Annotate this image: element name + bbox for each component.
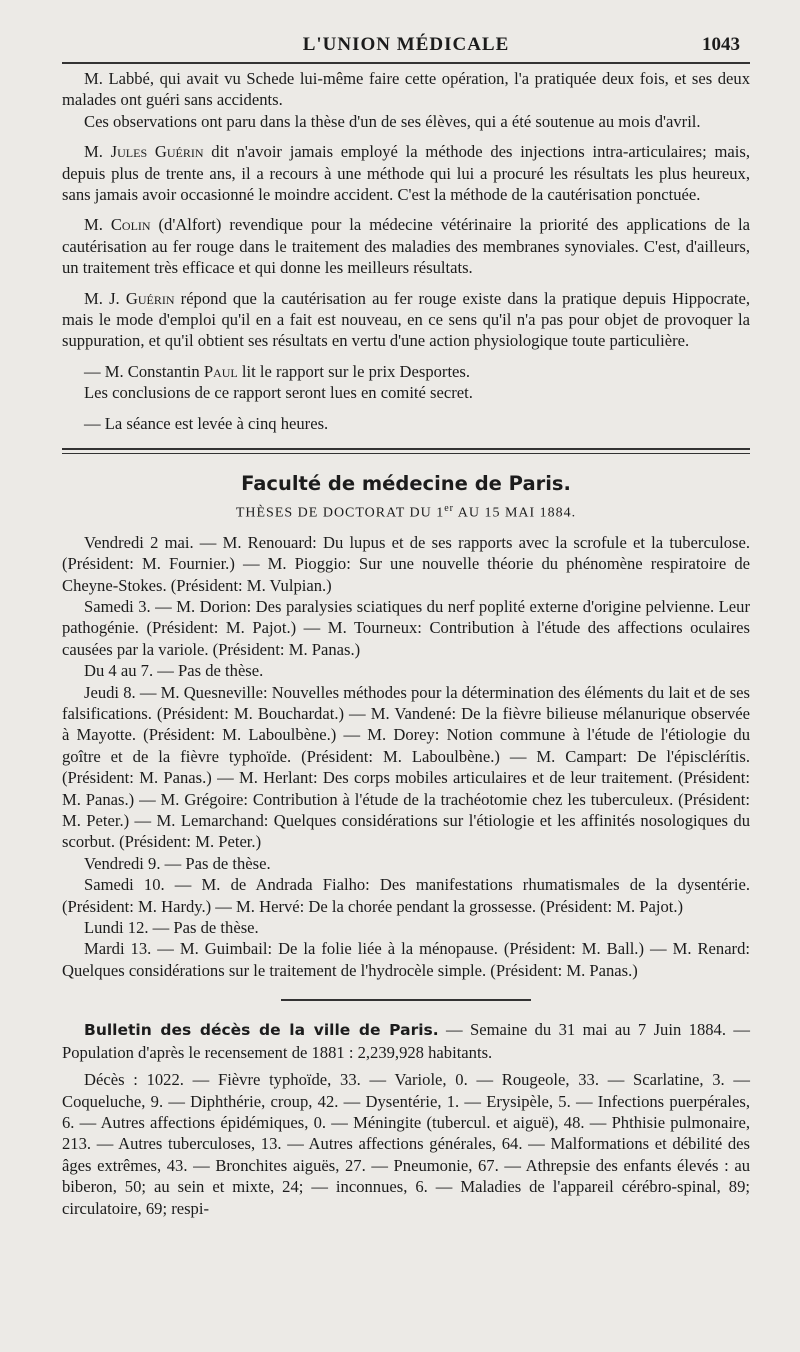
paragraph-text: répond que la cautérisation au fer rouge existe dans la pratique depuis Hippocrate, mais le mode d'emploi qu'il en a fait est nouveau, en ce sens qu'il n'a pas pour objet de provoquer la suppuration, et qu'il obtient ses résultats en vertu d'une action physiologique toute particulière.: [62, 288, 751, 351]
subtitle-text: THÈSES DE DOCTORAT DU 1: [235, 505, 445, 521]
discussion-section: [62, 68, 750, 434]
header-rule: [62, 62, 750, 64]
thesis-entry: Mardi 13. — M. Guimbail: De la folie liée à la ménopause. (Président: M. Ball.) — M. Renard: Quelques considérations sur le traitement de l'hydrocèle simple. (Président: M. Panas.): [62, 939, 750, 980]
running-header: [62, 30, 750, 62]
paragraph-text: dit n'avoir jamais employé la méthode des injections intra-articulaires; mais, depuis plus de trente ans, il a recours à une méthode qui lui a procuré les résultats les plus heureux, sans jamais avoir occasionné le moindre accident. C'est la méthode de la cautérisation ponctuée.: [62, 142, 750, 205]
short-divider: [281, 999, 531, 1001]
thesis-entry: Du 4 au 7. — Pas de thèse.: [84, 661, 264, 681]
paragraph-paul: [62, 361, 750, 382]
thesis-entry: Vendredi 2 mai. — M. Renouard: Du lupus et de ses rapports avec la scrofule et la tuberculose. (Président: M. Fournier.) — M. Pioggio: Sur une nouvelle théorie du phénomène respiratoire de Cheyne-Stokes. (Président: M. Vulpian.): [62, 532, 750, 595]
paragraph-labbe: M. Labbé, qui avait vu Schede lui-même faire cette opération, l'a pratiquée deux fois, et ses deux malades ont guéri sans accidents.: [62, 69, 750, 110]
speaker-name: Paul: [203, 361, 238, 381]
speaker-name: M. J. Guérin: [84, 288, 175, 308]
paragraph-text: (d'Alfort) revendique pour la médecine vétérinaire la priorité des applications de la cautérisation au fer rouge dans le traitement des maladies des membranes synoviales. C'est, d'ailleurs, un traitement très efficace et qui donne les meilleurs résultats.: [62, 215, 750, 278]
faculte-section: [62, 472, 750, 981]
thesis-entry: Jeudi 8. — M. Quesneville: Nouvelles méthodes pour la détermination des éléments du lait et de ses falsifications. (Président: M. Bouchardat.) — M. Vandené: De la fièvre bilieuse mélanurique observée à Mayotte. (Président: M. Laboulbène.) — M. Dorey: Notion commune à l'étude de l'étiologie du goître et de la fièvre typhoïde. (Président: M. Laboulbène.) — M. Campart: De l'épisclérítis. (Président: M. Panas.) — M. Herlant: Des corps mobiles articulaires et de leur traitement. (Président: M. Panas.) — M. Grégoire: Contribution à l'étude de la trachéotomie chez les tuberculeux. (Président: M. Peter.) — M. Lemarchand: Quelques considérations sur l'étiologie et les affinités nosologiques du scorbut. (Président: M. Peter.): [62, 682, 750, 852]
thesis-entry: Samedi 3. — M. Dorion: Des paralysies sciatiques du nerf poplité externe d'origine pelvienne. Leur pathogénie. (Président: M. Pajot.) — M. Tourneux: Contribution à l'étude des affections oculaires causées par la variole. (Président: M. Panas.): [62, 596, 750, 659]
bulletin-section: [62, 1019, 750, 1219]
thesis-entry: Samedi 10. — M. de Andrada Fialho: Des manifestations rhumatismales de la dysentérie. (Président: M. Hardy.) — M. Hervé: De la chorée pendant la grossesse. (Président: M. Pajot.): [62, 875, 750, 916]
paragraph-text: lit le rapport sur le prix Desportes.: [237, 361, 471, 381]
thesis-entry: Vendredi 9. — Pas de thèse.: [84, 853, 271, 873]
journal-title: L'UNION MÉDICALE: [302, 34, 510, 55]
bulletin-intro: — Semaine du 31 mai au 7 Juin 1884. — Population d'après le recensement de 1881 : 2,239,928 habitants.: [62, 1020, 750, 1062]
page-number: 1043: [702, 34, 740, 55]
thesis-entry: Lundi 12. — Pas de thèse.: [84, 918, 259, 938]
section-subtitle: [62, 503, 750, 522]
section-title: Faculté de médecine de Paris.: [241, 472, 571, 496]
paragraph-conclusions: Les conclusions de ce rapport seront lues en comité secret.: [84, 383, 473, 403]
paragraph-colin: [62, 214, 750, 278]
subtitle-text: AU 15 MAI 1884.: [454, 505, 577, 521]
bulletin-title: Bulletin des décès de la ville de Paris.: [84, 1021, 439, 1040]
paragraph-jules-guerin: [62, 141, 750, 205]
bulletin-body: Décès : 1022. — Fièvre typhoïde, 33. — Variole, 0. — Rougeole, 33. — Scarlatine, 3. — Coqueluche, 9. — Diphthérie, croup, 42. — Dysentérie, 1. — Erysipèle, 5. — Infections puerpérales, 6. — Autres affections épidémiques, 0. — Méningite (tubercul. et aiguë), 48. — Phthisie pulmonaire, 213. — Autres tuberculoses, 13. — Autres affections générales, 64. — Malformations et débilité des âges extrêmes, 43. — Bronchites aiguës, 27. — Pneumonie, 67. — Athrepsie des enfants élevés : au biberon, 50; au sein et mixte, 24; — inconnues, 6. — Maladies de l'appareil cérébro-spinal, 89; circulatoire, 69; respi-: [62, 1070, 750, 1218]
paragraph-seance-levee: — La séance est levée à cinq heures.: [84, 413, 329, 433]
section-divider: [62, 448, 750, 454]
speaker-name: M. Jules Guérin: [84, 142, 204, 162]
paragraph-j-guerin: [62, 288, 750, 352]
paragraph-text: — M. Constantin: [84, 361, 204, 381]
bulletin-heading: [62, 1019, 750, 1063]
speaker-name: M. Colin: [84, 215, 151, 235]
subtitle-superscript: er: [444, 503, 454, 515]
paragraph-observations: Ces observations ont paru dans la thèse d'un de ses élèves, qui a été soutenue au mois d'avril.: [84, 111, 701, 131]
